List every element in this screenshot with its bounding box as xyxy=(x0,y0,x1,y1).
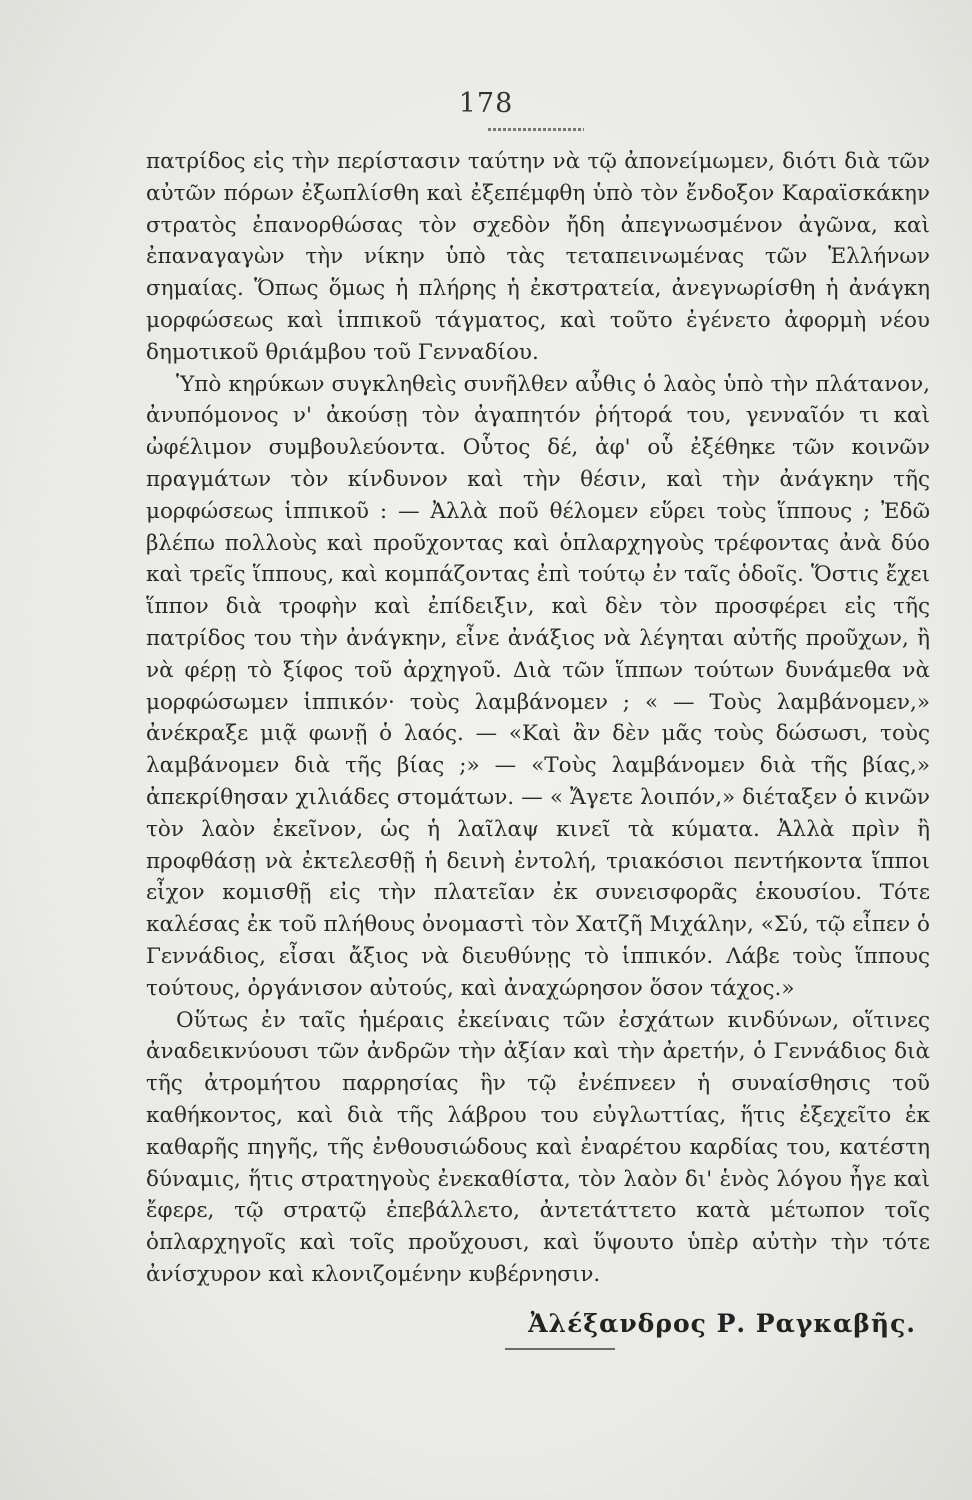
author-signature: Ἀλέξανδρος Ρ. Ραγκαβῆς. xyxy=(528,1309,916,1338)
body-paragraph: Ὑπὸ κηρύκων συγκληθεὶς συνῆλθεν αὖθις ὁ λαὸς ὑπὸ τὴν πλάτανον, ἀνυπόμονος ν' ἀκούσῃ τὸν ἀγαπητόν ῥήτορά του, γενναῖόν τι καὶ ὠφέλιμον συμβουλεύοντα. Οὗτος δέ, ἀφ' οὗ ἐξέθηκε τῶν κοινῶν πραγμάτων τὸν κίνδυνον καὶ τὴν θέσιν, καὶ τὴν ἀνάγκην τῆς μορφώσεως ἱππικοῦ : — Ἀλλὰ ποῦ θέλομεν εὕρει τοὺς ἵππους ; Ἐδῶ βλέπω πολλοὺς καὶ πρoῦχοντας καὶ ὁπλαρχηγοὺς τρέφοντας ἀνὰ δύο καὶ τρεῖς ἵππους, καὶ κομπάζοντας ἐπὶ τούτῳ ἐν ταῖς ὁδοῖς. Ὅστις ἔχει ἵππον διὰ τροφὴν καὶ ἐπίδειξιν, καὶ δὲν τὸν προσφέρει εἰς τῆς πατρίδος του τὴν ἀνάγκην, εἶνε ἀνάξιος νὰ λέγηται αὐτῆς προῦχων, ἢ νὰ φέρῃ τὸ ξίφος τοῦ ἀρχηγοῦ. Διὰ τῶν ἵππων τούτων δυνάμεθα νὰ μορφώσωμεν ἱππικόν· τοὺς λαμβάνομεν ; « — Τοὺς λαμβάνομεν,» ἀνέκραξε μιᾷ φωνῇ ὁ λαός. — «Καὶ ἂν δὲν μᾶς τοὺς δώσωσι, τοὺς λαμβάνομεν διὰ τῆς βίας ;» — «Τοὺς λαμβάνομεν διὰ τῆς βίας,» ἀπεκρίθησαν χιλιάδες στομάτων. — « Ἄγετε λοιπόν,» διέταξεν ὁ κινῶν τὸν λαὸν ἐκεῖνον, ὡς ἡ λαῖλαψ κινεῖ τὰ κύματα. Ἀλλὰ πρὶν ἢ προφθάσῃ νὰ ἐκτελεσθῇ ἡ δεινὴ ἐντολή, τριακόσιοι πεντήκοντα ἵπποι εἶχον κομισθῇ εἰς τὴν πλατεῖαν ἐκ συνεισφορᾶς ἑκουσίου. Τότε καλέσας ἐκ τοῦ πλήθους ὀνομαστὶ τὸν Χατζῆ Μιχάλην, «Σύ, τῷ εἶπεν ὁ Γεννάδιος, εἶσαι ἄξιος νὰ διευθύνῃς τὸ ἱππικόν. Λάβε τοὺς ἵππους τούτους, ὀργάνισον αὐτούς, καὶ ἀναχώρησον ὅσον τάχος.» xyxy=(146,371,930,1001)
article-body xyxy=(146,146,930,1291)
body-paragraph: Οὕτως ἐν ταῖς ἡμέραις ἐκείναις τῶν ἐσχάτων κινδύνων, οἵτινες ἀναδεικνύουσι τῶν ἀνδρῶν τὴν ἀξίαν καὶ τὴν ἀρετήν, ὁ Γεννάδιος διὰ τῆς ἀτρομήτου παρρησίας ἣν τῷ ἐνέπνεεν ἡ συναίσθησις τοῦ καθήκοντος, καὶ διὰ τῆς λάβρου του εὐγλωττίας, ἥτις ἐξεχεῖτο ἐκ καθαρῆς πηγῆς, τῆς ἐνθουσιώδους καὶ ἐναρέτου καρδίας του, κατέστη δύναμις, ἥτις στρατηγοὺς ἐνεκαθίστα, τὸν λαὸν δι' ἑνὸς λόγου ἦγε καὶ ἔφερε, τῷ στρατῷ ἐπεβάλλετο, ἀντετάττετο κατὰ μέτωπον τοῖς ὁπλαρχηγοῖς καὶ τοῖς προὔχουσι, καὶ ὕψουτο ὑπὲρ αὐτὴν τὴν τότε ἀνίσχυρον καὶ κλονιζομένην κυβέρνησιν. xyxy=(146,1007,930,1287)
body-paragraph-continued: πατρίδος εἰς τὴν περίστασιν ταύτην νὰ τῷ ἀπονείμωμεν, διότι διὰ τῶν αὐτῶν πόρων ἐξωπλίσθη καὶ ἐξεπέμφθη ὑπὸ τὸν ἔνδοξον Καραϊσκάκην στρατὸς ἐπανορθώσας τὸν σχεδὸν ἤδη ἀπεγνωσμένον ἀγῶνα, καὶ ἐπαναγαγὼν τὴν νίκην ὑπὸ τὰς τεταπεινωμένας τῶν Ἑλλήνων σημαίας. Ὅπως ὅμως ἡ πλήρης ἡ ἐκστρατεία, ἀνεγνωρίσθη ἡ ἀνάγκη μορφώσεως καὶ ἱππικοῦ τάγματος, καὶ τοῦτο ἐγένετο ἀφορμὴ νέου δημοτικοῦ θριάμβου τοῦ Γενναδίου. xyxy=(146,149,930,365)
page-number-rule xyxy=(488,128,584,131)
closing-rule xyxy=(505,1348,615,1350)
page-number: 178 xyxy=(458,88,514,119)
